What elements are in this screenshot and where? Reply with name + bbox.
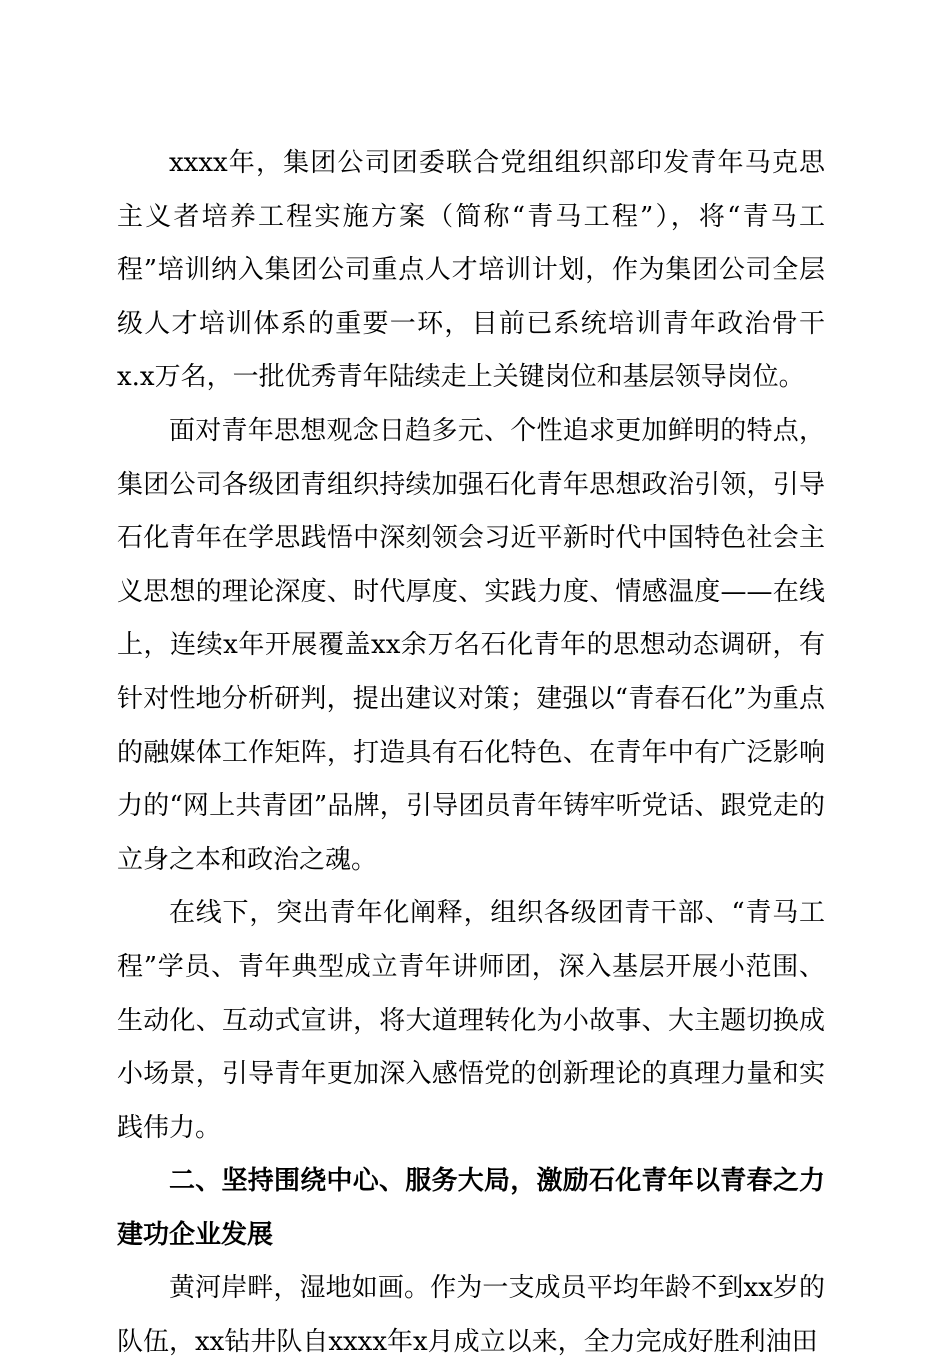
paragraph-drilling-team: 黄河岸畔，湿地如画。作为一支成员平均年龄不到xx岁的队伍，xx钻井队自xxxx年x月成立以来，全力完成好胜利油田 xyxy=(117,1273,825,1358)
paragraph-ideological-guidance: 面对青年思想观念日趋多元、个性追求更加鲜明的特点，集团公司各级团青组织持续加强石化青年思想政治引领，引导石化青年在学思践悟中深刻领会习近平新时代中国特色社会主义思想的理论深度、时代厚度、实践力度、情感温度——在线上，连续x年开展覆盖xx余万名石化青年的思想动态调研，有针对性地分析研判，提出建议对策；建强以“青春石化”为重点的融媒体工作矩阵，打造具有石化特色、在青年中有广泛影响力的“网上共青团”品牌，引导团员青年铸牢听党话、跟党走的立身之本和政治之魂。 xyxy=(117,415,825,875)
paragraph-offline-lectures: 在线下，突出青年化阐释，组织各级团青干部、“青马工程”学员、青年典型成立青年讲师团，深入基层开展小范围、生动化、互动式宣讲，将大道理转化为小故事、大主题切换成小场景，引导青年更加深入感悟党的创新理论的真理力量和实践伟力。 xyxy=(117,898,825,1143)
document-body xyxy=(117,137,825,1370)
section-heading: 二、坚持围绕中心、服务大局，激励石化青年以青春之力建功企业发展 xyxy=(117,1166,825,1250)
paragraph-qingma-project: xxxx年，集团公司团委联合党组组织部印发青年马克思主义者培养工程实施方案（简称“青马工程”），将“青马工程”培训纳入集团公司重点人才培训计划，作为集团公司全层级人才培训体系的重要一环，目前已系统培训青年政治骨干x.x万名，一批优秀青年陆续走上关键岗位和基层领导岗位。 xyxy=(117,148,825,393)
